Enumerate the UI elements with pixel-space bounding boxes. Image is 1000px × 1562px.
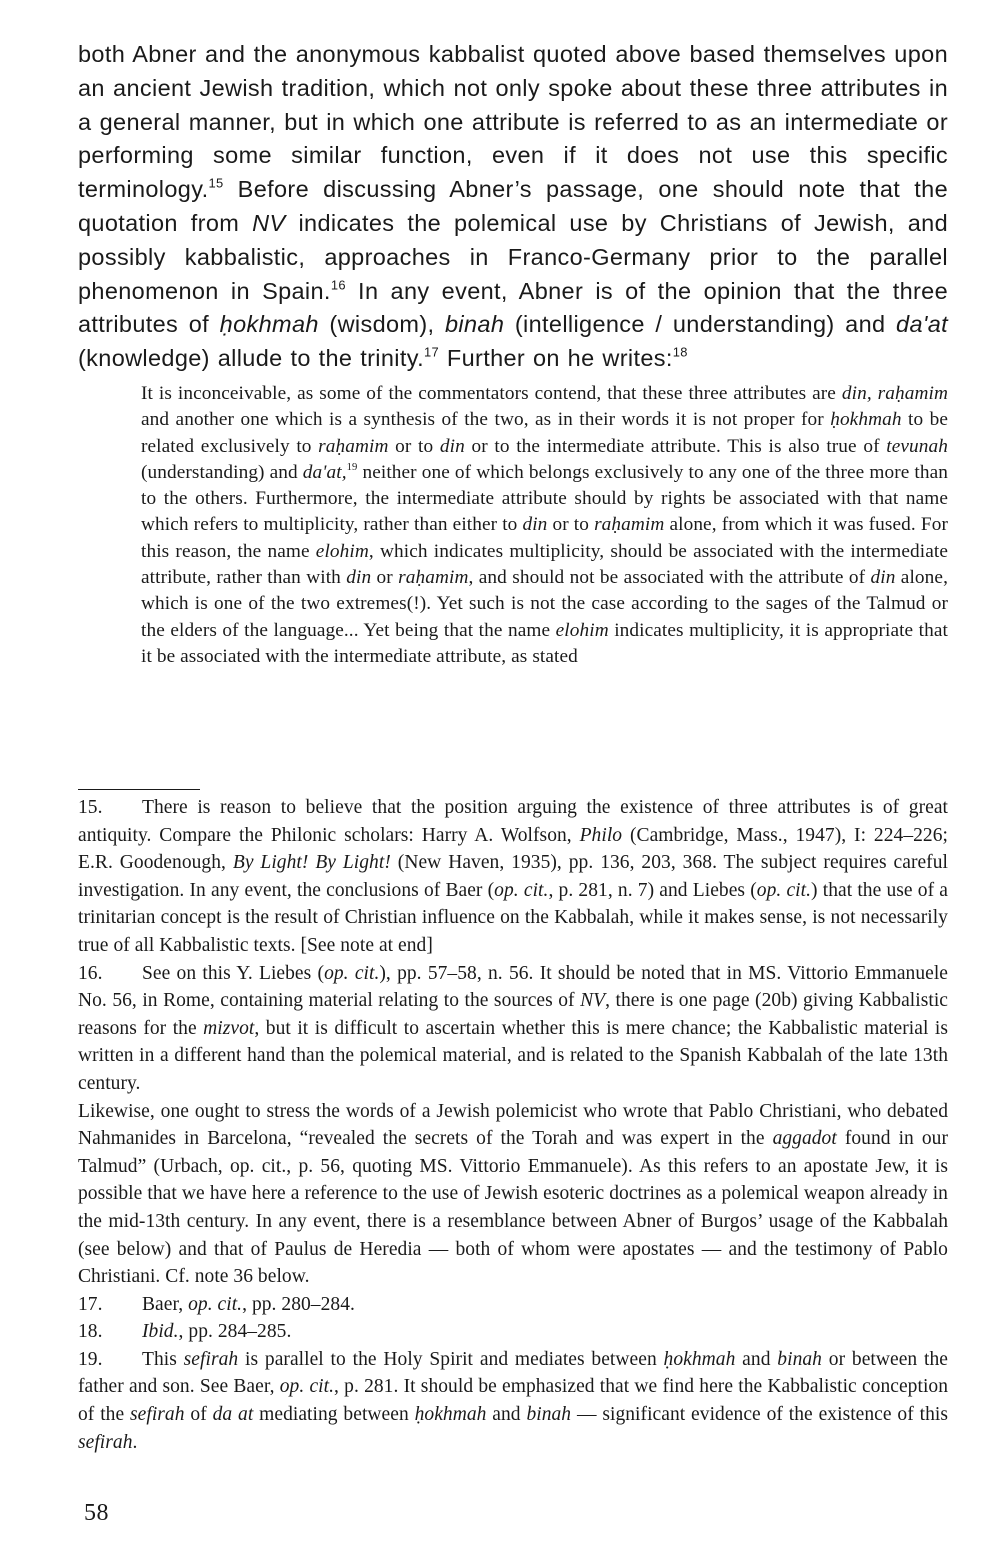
text-run: , but it is difficult to ascertain whether this is mere chance; the Kabbalistic material is written in a different hand than the polemical material, and is related to the Spanish Kabbalah of the late 13th century. [78, 1017, 949, 1094]
text-run: indicates multiplicity, it is appropriate that it be associated with the intermediate attribute, as stated [141, 619, 948, 667]
italic-term: raḥamim [318, 435, 389, 457]
text-run: or to [388, 435, 440, 457]
footnote-divider [78, 789, 200, 790]
footnote-number: 15. [78, 797, 103, 818]
text-run: , and should not be associated with the attribute of [468, 567, 871, 589]
italic-term: aggadot [772, 1128, 837, 1150]
footnotes [78, 794, 948, 1456]
italic-term: din [870, 567, 896, 589]
footnote-number: 19. [78, 1348, 103, 1370]
italic-term: By Light! By Light! [232, 852, 391, 874]
italic-term: din [346, 567, 372, 589]
italic-term: op. cit. [279, 1376, 335, 1398]
italic-term: op. cit. [756, 879, 812, 901]
italic-term: tevunah [886, 435, 948, 457]
page-content [78, 38, 948, 670]
footnote-ref: 17 [423, 344, 440, 360]
italic-term: din [439, 435, 465, 457]
text-run: mediating between [253, 1404, 415, 1426]
footnote-15 [78, 794, 948, 960]
block-quote [141, 381, 948, 670]
text-run: to be related exclusively to [141, 409, 948, 457]
text-run: . [132, 1431, 138, 1453]
italic-term: sefirah [78, 1431, 133, 1453]
text-run: and [735, 1348, 778, 1370]
text-run: — significant evidence of the existence of this [571, 1404, 948, 1426]
text-run: This [142, 1348, 184, 1370]
footnote-16 [78, 960, 948, 1098]
footnote-ref: 18 [672, 344, 688, 360]
italic-term: binah [445, 311, 505, 338]
italic-term: sefirah [130, 1404, 185, 1426]
italic-term: din [522, 514, 548, 536]
italic-term: da'at [896, 311, 949, 338]
italic-term: da at [212, 1404, 254, 1426]
text-run: ), pp. 57–58, n. 56. It should be noted that in MS. Vittorio Emmanuele No. 56, in Rome, containing material relating to the sources of [78, 962, 949, 1012]
page-number: 58 [84, 1500, 109, 1526]
text-run: , which indicates multiplicity, should be associated with the intermediate attribute, rather than with [141, 540, 948, 589]
text-run: It is inconceivable, as some of the commentators contend, that these three attributes are [141, 382, 842, 404]
text-run: Before discussing Abner’s passage, one should note that the quotation from [78, 176, 948, 236]
text-run: indicates the polemical use by Christians of Jewish, and possibly kabbalistic, approaches in Franco-Germany prior to the parallel phenomenon in Spain. [78, 209, 948, 304]
text-run: Likewise, one ought to stress the words of a Jewish polemicist who wrote that Pablo Christiani, who debated Nahmanides in Barcelona, “revealed the secrets of the Torah and was expert in the [78, 1100, 948, 1150]
text-run: Further on he writes: [439, 345, 673, 372]
italic-term: Ibid. [142, 1321, 179, 1343]
footnote-number: 18. [78, 1321, 103, 1343]
footnote-ref: 19 [346, 461, 358, 473]
italic-term: raḥamim [398, 567, 469, 589]
footnote-18 [78, 1318, 948, 1346]
text-run: , pp. 280–284. [242, 1293, 355, 1315]
text-run: (Cambridge, Mass., 1947), I: 224–226; E.R. Goodenough, [78, 824, 948, 874]
text-run: (New Haven, 1935), pp. 136, 203, 368. The subject requires careful investigation. In any event, the conclusions of Baer ( [78, 852, 948, 901]
text-run: , p. 281, n. 7) and Liebes ( [548, 879, 757, 901]
italic-term: mizvot [203, 1017, 255, 1039]
text-run: There is reason to believe that the position arguing the existence of three attributes is of great antiquity. Compare the Philonic scholars: Harry A. Wolfson, [78, 797, 948, 846]
italic-term: op. cit. [494, 879, 549, 901]
text-run: ) that the use of a trinitarian concept is the result of Christian influence on the Kabbalah, while it makes sense, is not necessarily true of all Kabbalistic texts. [See note at end] [78, 879, 949, 956]
text-run: and [486, 1404, 527, 1426]
footnote-19 [78, 1346, 948, 1456]
italic-term: ḥokhmah [219, 311, 319, 338]
italic-term: sefirah [183, 1348, 239, 1370]
text-run: , there is one page (20b) giving Kabbalistic reasons for the [78, 990, 948, 1039]
italic-term: binah [526, 1404, 572, 1426]
text-run: (knowledge) allude to the trinity. [78, 345, 424, 372]
italic-term: NV [580, 990, 606, 1012]
italic-term: ḥokhmah [830, 409, 902, 431]
text-run: , p. 281. It should be emphasized that we find here the Kabbalistic conception of the [78, 1376, 949, 1426]
footnote-number: 17. [78, 1293, 103, 1315]
italic-term: op. cit. [324, 962, 380, 984]
text-run: alone, from which it was fused. For this reason, the name [141, 514, 948, 562]
text-run: or to the intermediate attribute. This is also true of [464, 435, 887, 457]
text-run: (understanding) and [141, 461, 303, 483]
italic-term: ḥokhmah [663, 1348, 736, 1370]
text-run: (wisdom), [318, 311, 445, 338]
italic-term: ḥokhmah [414, 1404, 487, 1426]
text-run: and another one which is a synthesis of the two, as in their words it is not proper for [141, 409, 831, 431]
text-run: or to [547, 514, 595, 536]
footnote-16-continued [78, 1098, 948, 1291]
italic-term: da'at, [302, 461, 347, 483]
text-run: or between the father and son. See Baer, [78, 1348, 948, 1398]
text-run: (intelligence / understanding) and [504, 311, 897, 338]
footnote-17 [78, 1291, 948, 1319]
footnote-ref: 16 [330, 276, 346, 292]
text-run: In any event, Abner is of the opinion that the three attributes of [78, 277, 949, 338]
text-run: neither one of which belongs exclusively to any one of the three more than to the others. Furthermore, the intermediate attribute should by rights be associated with that name which refers to multiplicity, rather than either to [141, 461, 949, 536]
text-run: both Abner and the anonymous kabbalist quoted above based themselves upon an ancient Jewish tradition, which not only spoke about these three attributes in a general manner, but in which one attribute is referred to as an intermediate or performing some similar function, even if it does not use this specific terminology. [78, 41, 948, 203]
text-run: is parallel to the Holy Spirit and mediates between [238, 1348, 664, 1370]
text-run: found in our Talmud” (Urbach, op. cit., p. 56, quoting MS. Vittorio Emmanuele). As this refers to an apostate Jew, it is possible that we have here a reference to the use of Jewish esoteric doctrines as a polemical weapon already in the mid-13th century. In any event, there is a resemblance between Abner of Burgos’ usage of the Kabbalah (see below) and that of Paulus de Heredia — both of whom were apostates — and the testimony of Pablo Christiani. Cf. note 36 below. [78, 1128, 948, 1288]
text-run: of [184, 1404, 213, 1426]
italic-term: NV [252, 209, 286, 236]
italic-term: binah [777, 1348, 822, 1370]
footnote-number: 16. [78, 962, 103, 984]
text-run: Baer, [142, 1293, 189, 1315]
text-run: or [371, 567, 399, 589]
body-paragraph [78, 38, 948, 376]
footnote-ref: 15 [208, 175, 224, 191]
text-run: See on this Y. Liebes ( [142, 962, 325, 984]
italic-term: Philo [579, 824, 623, 846]
italic-term: elohim [315, 540, 369, 562]
italic-term: elohim [555, 619, 609, 641]
text-run: alone, which is one of the two extremes(!). Yet such is not the case according to the sages of the Talmud or the elders of the language... Yet being that the name [141, 567, 948, 641]
italic-term: op. cit. [188, 1293, 243, 1315]
text-run: , pp. 284–285. [178, 1321, 292, 1343]
italic-term: raḥamim [594, 514, 665, 536]
italic-term: din, raḥamim [841, 382, 948, 404]
